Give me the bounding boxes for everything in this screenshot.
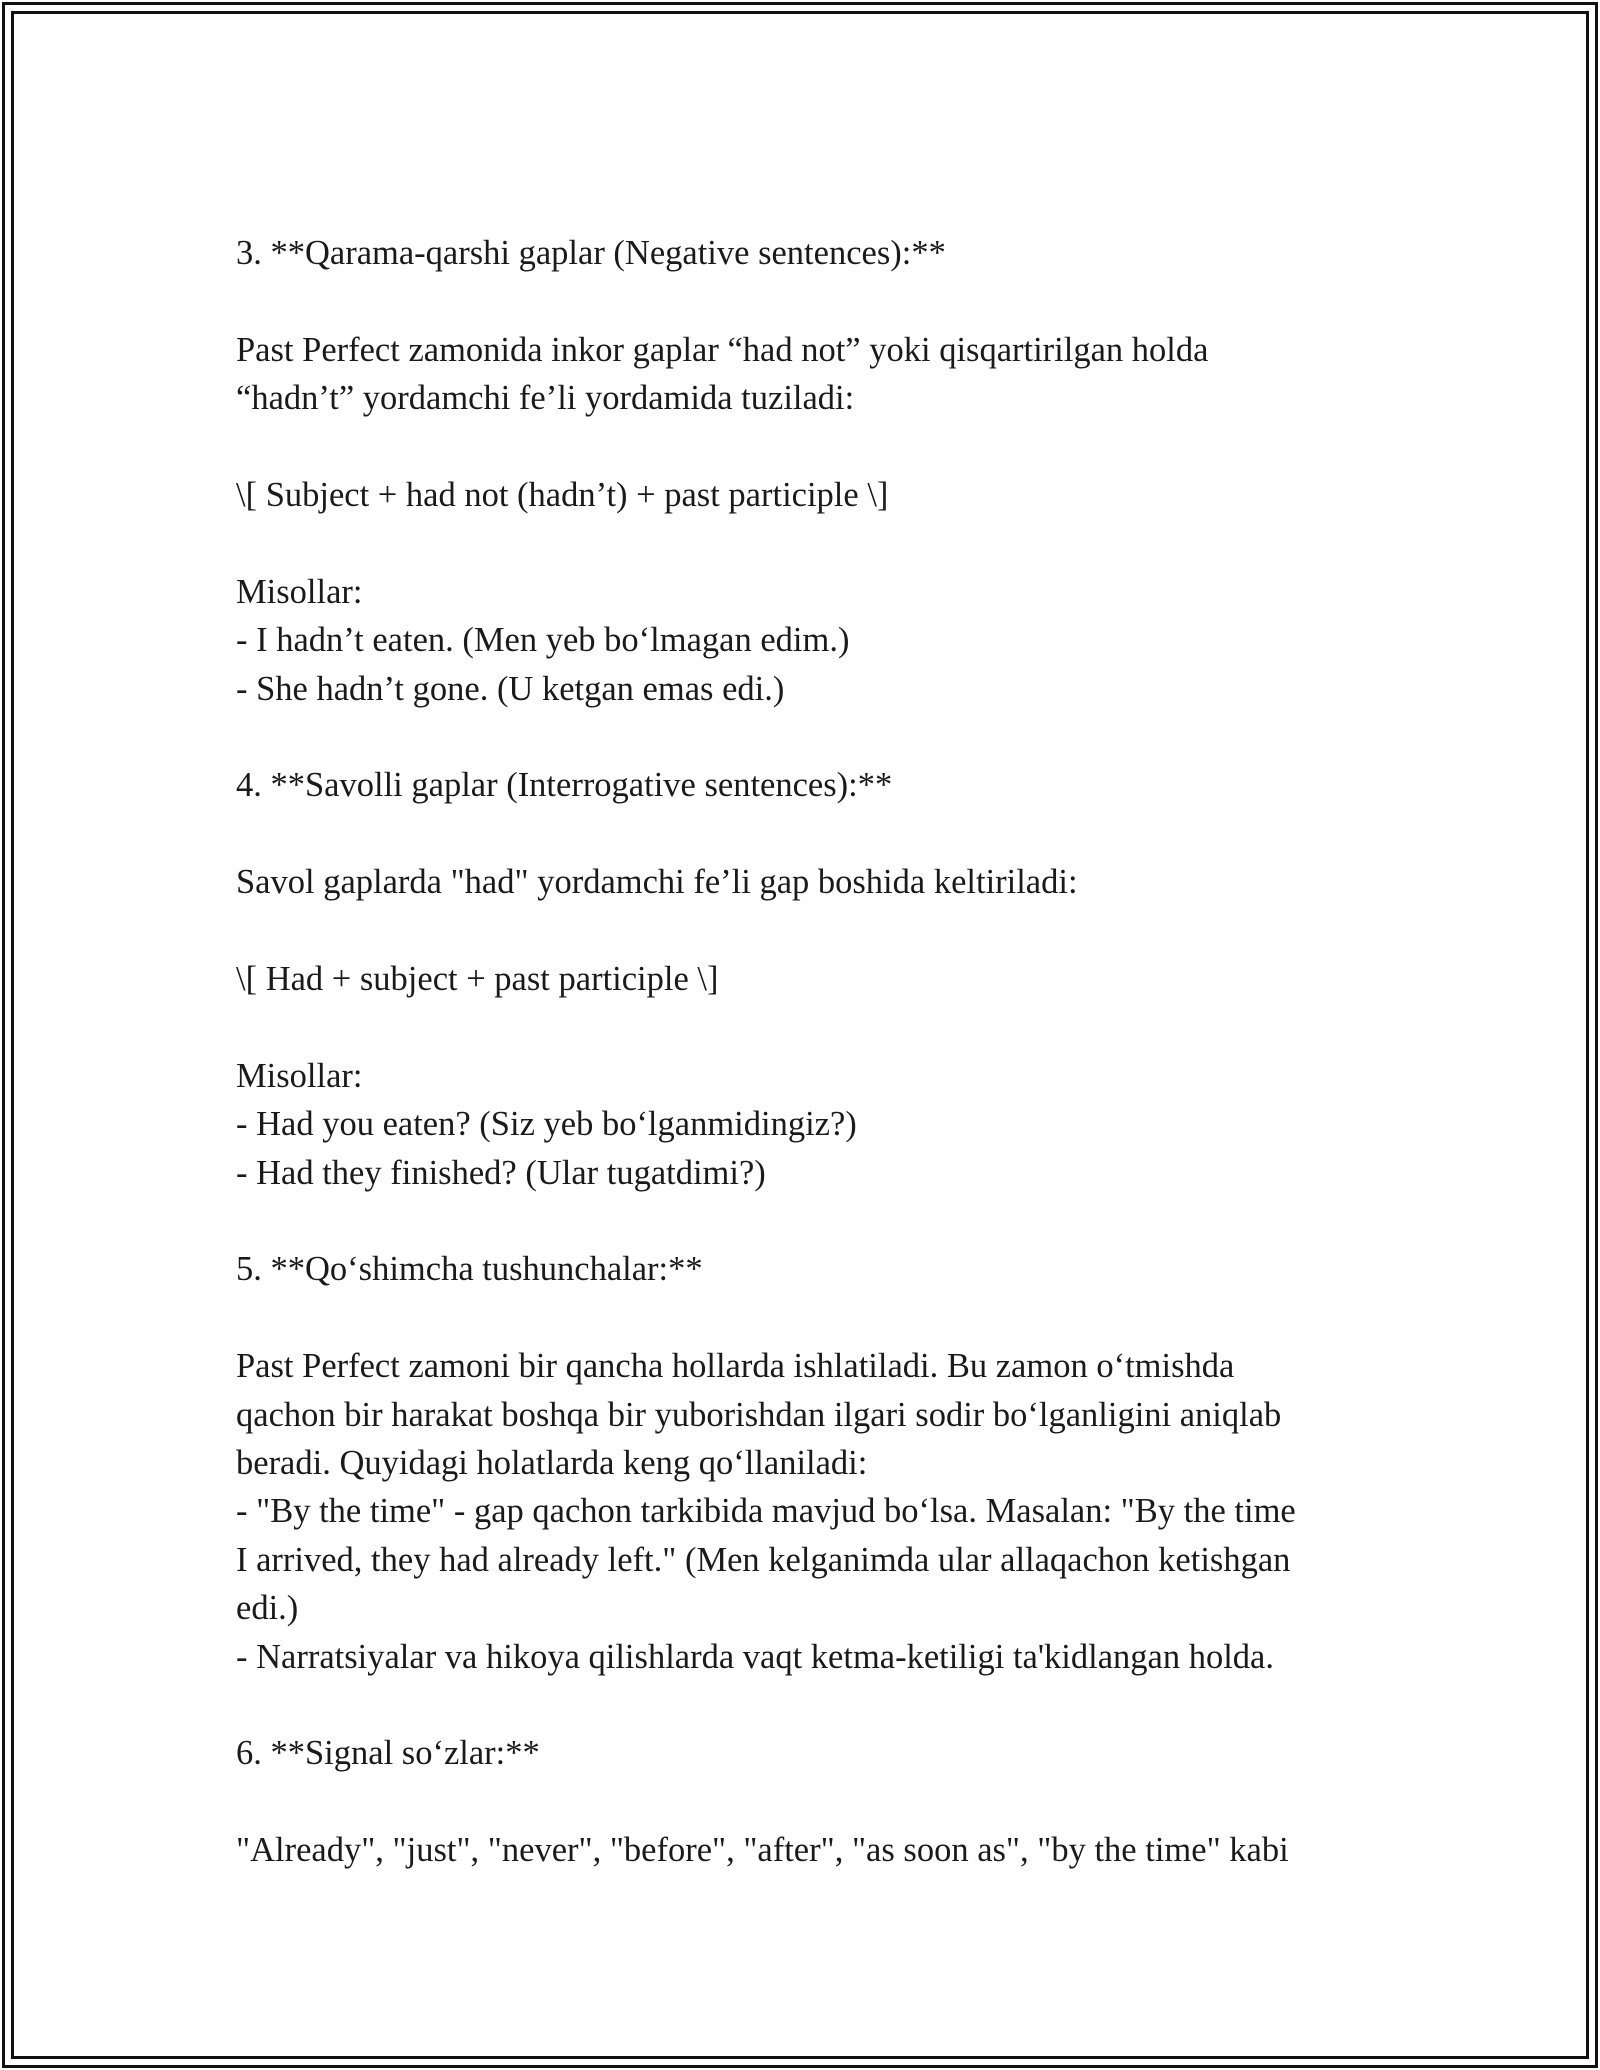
document-body — [236, 229, 1386, 1875]
paragraph-line: "Already", "just", "never", "before", "after", "as soon as", "by the time" kabi — [236, 1831, 1289, 1870]
spacer — [236, 907, 1386, 955]
paragraph-line: - Narratsiyalar va hikoya qilishlarda vaqt ketma-ketiligi ta'kidlangan holda. — [236, 1637, 1274, 1676]
spacer — [236, 1778, 1386, 1826]
paragraph-line: qachon bir harakat boshqa bir yuborishdan ilgari sodir bo‘lganligini aniqlab — [236, 1395, 1282, 1434]
paragraph-line: Past Perfect zamoni bir qancha hollarda ishlatiladi. Bu zamon o‘tmishda — [236, 1347, 1235, 1386]
section-heading: 4. **Savolli gaplar (Interrogative sentences):** — [236, 766, 893, 805]
paragraph-line: - "By the time" - gap qachon tarkibida mavjud bo‘lsa. Masalan: "By the time — [236, 1492, 1296, 1531]
spacer — [236, 423, 1386, 471]
example-item: - Had they finished? (Ular tugatdimi?) — [236, 1153, 766, 1192]
examples-label: Misollar: — [236, 1056, 363, 1095]
paragraph-line: beradi. Quyidagi holatlarda keng qo‘llaniladi: — [236, 1444, 868, 1483]
spacer — [236, 1681, 1386, 1729]
spacer — [236, 277, 1386, 325]
spacer — [236, 810, 1386, 858]
spacer — [236, 1197, 1386, 1245]
paragraph-line: “hadn’t” yordamchi fe’li yordamida tuziladi: — [236, 379, 855, 418]
spacer — [236, 519, 1386, 567]
spacer — [236, 1003, 1386, 1051]
section-heading: 6. **Signal so‘zlar:** — [236, 1734, 540, 1773]
paragraph-line: Savol gaplarda "had" yordamchi fe’li gap boshida keltiriladi: — [236, 863, 1078, 902]
paragraph-line: Past Perfect zamonida inkor gaplar “had not” yoki qisqartirilgan holda — [236, 330, 1209, 369]
paragraph-line: I arrived, they had already left." (Men kelganimda ular allaqachon ketishgan — [236, 1540, 1291, 1579]
example-item: - She hadn’t gone. (U ketgan emas edi.) — [236, 669, 785, 708]
examples-label: Misollar: — [236, 572, 363, 611]
spacer — [236, 713, 1386, 761]
example-item: - Had you eaten? (Siz yeb bo‘lganmidingiz?) — [236, 1105, 857, 1144]
spacer — [236, 1294, 1386, 1342]
paragraph-line: edi.) — [236, 1589, 299, 1628]
formula: \[ Subject + had not (hadn’t) + past participle \] — [236, 476, 889, 514]
formula: \[ Had + subject + past participle \] — [236, 960, 719, 998]
section-heading: 5. **Qo‘shimcha tushunchalar:** — [236, 1250, 703, 1289]
example-item: - I hadn’t eaten. (Men yeb bo‘lmagan edim.) — [236, 621, 850, 660]
section-heading: 3. **Qarama-qarshi gaplar (Negative sentences):** — [236, 234, 946, 272]
